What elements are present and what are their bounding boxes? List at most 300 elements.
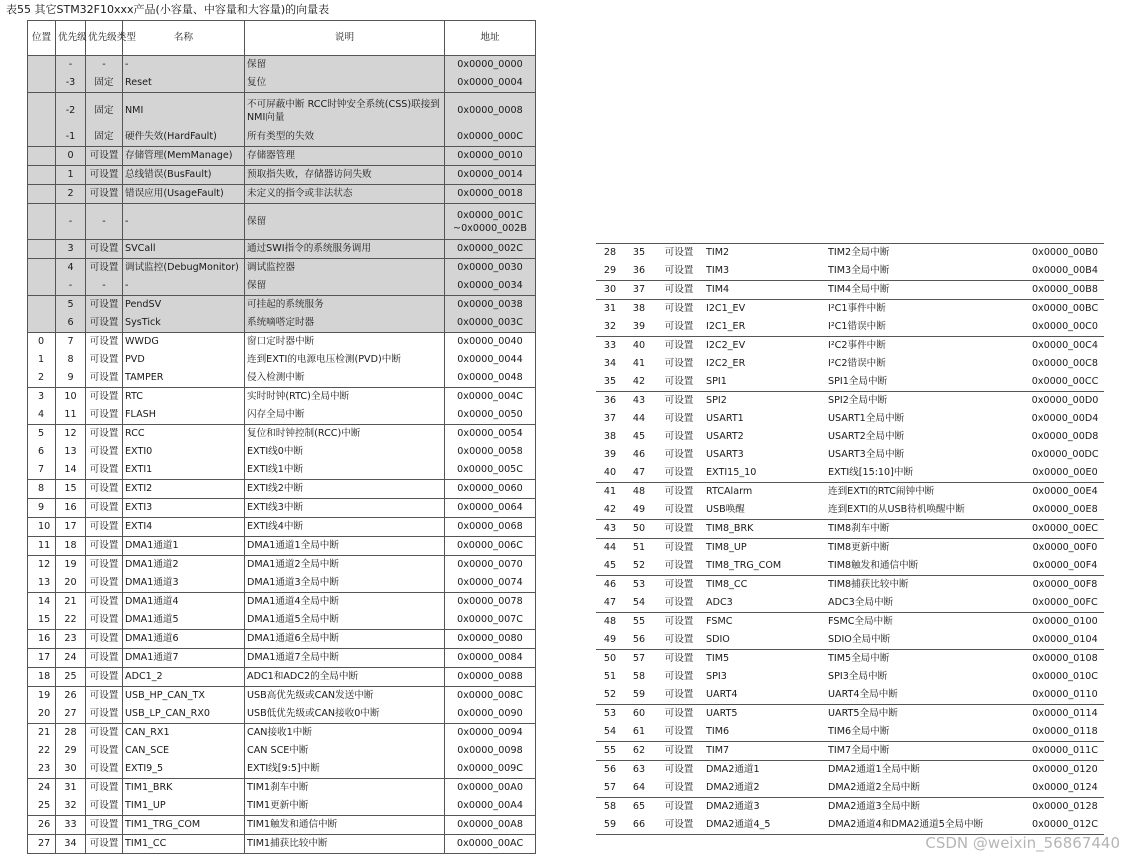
cell-address: 0x0000_0014: [445, 166, 536, 185]
cell-position: 40: [603, 467, 617, 478]
cell-address: 0x0000_00C8: [1031, 358, 1098, 369]
cell-name: I2C1_EV: [704, 300, 826, 319]
cell-position: 46: [596, 576, 624, 595]
cell-priority-type: 可设置: [86, 443, 123, 461]
cell-address: 0x0000_0124: [1032, 782, 1098, 793]
cell-position: 33: [596, 337, 624, 356]
table-row: [596, 373, 1104, 392]
cell-address: 0x0000_0090: [445, 705, 536, 724]
cell-name: DMA1通道6: [123, 630, 245, 649]
table-row: [28, 185, 536, 204]
cell-name: SPI3: [706, 671, 727, 682]
cell-position: [28, 296, 56, 315]
table-row: [596, 761, 1104, 780]
table-caption: 表55 其它STM32F10xxx产品(小容量、中容量和大容量)的向量表: [6, 3, 330, 16]
cell-position: 17: [28, 649, 56, 668]
cell-priority: -3: [56, 74, 86, 93]
cell-position: 28: [596, 244, 624, 263]
cell-address: 0x0000_0110: [1032, 689, 1098, 700]
cell-priority-type: 可设置: [664, 726, 694, 737]
cell-priority: 62: [624, 742, 654, 761]
table-row: [596, 281, 1104, 300]
cell-priority-type: 可设置: [654, 798, 704, 817]
cell-name: TIM2: [704, 244, 826, 263]
cell-address: 0x0000_005C: [445, 461, 536, 480]
cell-name: USB_HP_CAN_TX: [123, 687, 245, 706]
cell-priority: 33: [56, 816, 86, 835]
table-row: [596, 723, 1104, 742]
cell-name: EXTI15_10: [706, 467, 757, 478]
cell-description: DMA1通道6全局中断: [245, 630, 445, 649]
cell-description: 保留: [245, 204, 445, 240]
cell-description: TIM8刹车中断: [826, 520, 1026, 539]
cell-priority-type: 可设置: [654, 244, 704, 263]
cell-position: 49: [603, 634, 617, 645]
cell-priority: 54: [632, 597, 646, 608]
cell-priority: 37: [624, 281, 654, 300]
cell-priority-type: 可设置: [86, 296, 123, 315]
cell-priority-type: 可设置: [664, 504, 694, 515]
cell-name: TIM8_UP: [704, 539, 826, 558]
cell-position: 24: [28, 779, 56, 798]
cell-description: DMA1通道4全局中断: [245, 593, 445, 612]
table-row: [28, 369, 536, 388]
cell-priority-type: 可设置: [654, 613, 704, 632]
cell-description: DMA1通道1全局中断: [245, 537, 445, 556]
cell-priority-type: 可设置: [654, 761, 704, 780]
cell-priority: 14: [56, 461, 86, 480]
table-row: [596, 742, 1104, 761]
cell-description: FSMC全局中断: [826, 613, 1026, 632]
cell-priority: 46: [632, 449, 646, 460]
cell-priority-type: 可设置: [664, 782, 694, 793]
table-row: [28, 204, 536, 240]
table-row: [28, 556, 536, 575]
cell-description: USART2全局中断: [828, 431, 905, 442]
table-row: [596, 464, 1104, 483]
table-row: [596, 576, 1104, 595]
cell-name: Reset: [123, 74, 245, 93]
cell-priority: 50: [624, 520, 654, 539]
cell-name: -: [123, 56, 245, 75]
table-row: [596, 705, 1104, 724]
cell-address: 0x0000_00FC: [1032, 597, 1098, 608]
cell-name: DMA2通道1: [704, 761, 826, 780]
cell-address: 0x0000_0084: [445, 649, 536, 668]
table-row: [28, 93, 536, 129]
cell-address: 0x0000_0074: [445, 574, 536, 593]
cell-name: PendSV: [123, 296, 245, 315]
cell-priority: 51: [624, 539, 654, 558]
table-row: [28, 259, 536, 278]
cell-priority: 4: [56, 259, 86, 278]
cell-priority: 16: [56, 499, 86, 518]
cell-position: 29: [603, 265, 617, 276]
cell-position: 13: [28, 574, 56, 593]
cell-priority: 17: [56, 518, 86, 537]
cell-priority: 56: [632, 634, 646, 645]
cell-priority: 26: [56, 687, 86, 706]
cell-name: EXTI9_5: [123, 760, 245, 779]
table-row: [596, 318, 1104, 337]
cell-position: 52: [603, 689, 617, 700]
cell-name: SPI2: [704, 392, 826, 411]
cell-position: 56: [596, 761, 624, 780]
cell-position: 55: [596, 742, 624, 761]
cell-position: 51: [603, 671, 617, 682]
cell-priority-type: 可设置: [86, 240, 123, 259]
cell-name: TIM1_CC: [123, 835, 245, 854]
cell-priority-type: 可设置: [86, 649, 123, 668]
table-row: [596, 446, 1104, 464]
header-priority: 优先级: [56, 21, 86, 56]
table-row: [28, 74, 536, 93]
cell-description: ADC1和ADC2的全局中断: [245, 668, 445, 687]
cell-priority: 41: [632, 358, 646, 369]
cell-position: 43: [596, 520, 624, 539]
cell-position: [28, 56, 56, 75]
table-row: [596, 410, 1104, 428]
cell-description: TIM8更新中断: [826, 539, 1026, 558]
cell-position: 20: [28, 705, 56, 724]
cell-description: TIM7全局中断: [826, 742, 1026, 761]
cell-name: ADC1_2: [123, 668, 245, 687]
table-row: [596, 557, 1104, 576]
cell-description: DMA1通道2全局中断: [245, 556, 445, 575]
cell-address: 0x0000_00BC: [1026, 300, 1104, 319]
cell-position: 0: [28, 333, 56, 352]
cell-position: 12: [28, 556, 56, 575]
cell-description: 侵入检测中断: [245, 369, 445, 388]
cell-priority: 55: [624, 613, 654, 632]
cell-description: EXTI线[9:5]中断: [245, 760, 445, 779]
cell-name: EXTI4: [123, 518, 245, 537]
vector-table-right: [596, 243, 1104, 835]
cell-position: 4: [28, 406, 56, 425]
cell-priority: 1: [56, 166, 86, 185]
cell-position: 26: [28, 816, 56, 835]
cell-priority-type: 可设置: [86, 668, 123, 687]
cell-description: 闪存全局中断: [245, 406, 445, 425]
cell-priority-type: 固定: [86, 93, 123, 129]
table-row: [28, 649, 536, 668]
cell-name: RTCAlarm: [704, 483, 826, 502]
table-row: [28, 537, 536, 556]
cell-position: 57: [603, 782, 617, 793]
cell-priority-type: 可设置: [86, 835, 123, 854]
cell-priority-type: 可设置: [654, 392, 704, 411]
cell-priority: 13: [56, 443, 86, 461]
table-row: [28, 593, 536, 612]
table-row: [596, 428, 1104, 446]
cell-address: 0x0000_00DC: [1031, 449, 1099, 460]
table-row: [596, 686, 1104, 705]
cell-priority-type: 可设置: [654, 520, 704, 539]
table-row: [28, 779, 536, 798]
table-row: [596, 613, 1104, 632]
cell-address: 0x0000_0080: [445, 630, 536, 649]
table-row: [28, 797, 536, 816]
cell-description: 保留: [245, 277, 445, 296]
cell-priority: 27: [56, 705, 86, 724]
cell-name: 调试监控(DebugMonitor): [123, 259, 245, 278]
cell-priority: 40: [624, 337, 654, 356]
cell-address: 0x0000_0104: [1032, 634, 1098, 645]
cell-name: TIM5: [704, 650, 826, 669]
table-row: [596, 300, 1104, 319]
cell-priority-type: 可设置: [664, 689, 694, 700]
cell-priority: 9: [56, 369, 86, 388]
cell-address: 0x0000_00E0: [1032, 467, 1098, 478]
cell-name: 错误应用(UsageFault): [123, 185, 245, 204]
cell-description: UART4全局中断: [828, 689, 898, 700]
cell-description: 复位和时钟控制(RCC)中断: [245, 425, 445, 444]
cell-name: I2C2_ER: [706, 358, 746, 369]
cell-position: 42: [603, 504, 617, 515]
cell-position: 10: [28, 518, 56, 537]
header-address: 地址: [445, 21, 536, 56]
cell-position: 19: [28, 687, 56, 706]
cell-position: [28, 128, 56, 147]
cell-position: 48: [596, 613, 624, 632]
cell-name: SPI1: [706, 376, 727, 387]
cell-description: I²C1错误中断: [828, 321, 886, 332]
cell-description: DMA2通道3全局中断: [826, 798, 1026, 817]
cell-priority: 23: [56, 630, 86, 649]
cell-description: 连到EXTI的电源电压检测(PVD)中断: [245, 351, 445, 369]
cell-position: 2: [28, 369, 56, 388]
cell-name: UART4: [706, 689, 738, 700]
cell-priority-type: 可设置: [664, 467, 694, 478]
cell-address: 0x0000_0038: [445, 296, 536, 315]
cell-priority: 10: [56, 388, 86, 407]
table-row: [596, 262, 1104, 281]
table-row: [28, 128, 536, 147]
cell-priority-type: 可设置: [664, 671, 694, 682]
cell-position: [28, 185, 56, 204]
cell-address: 0x0000_0114: [1026, 705, 1104, 724]
cell-priority-type: -: [86, 277, 123, 296]
cell-priority: 44: [632, 413, 646, 424]
cell-priority: 43: [624, 392, 654, 411]
cell-name: EXTI1: [123, 461, 245, 480]
table-row: [28, 277, 536, 296]
cell-name: USART1: [706, 413, 744, 424]
cell-description: SPI1全局中断: [828, 376, 888, 387]
cell-priority-type: 可设置: [664, 560, 694, 571]
table-row: [596, 501, 1104, 520]
cell-priority: 47: [632, 467, 646, 478]
cell-priority: 36: [632, 265, 646, 276]
cell-name: TIM4: [704, 281, 826, 300]
cell-priority-type: 可设置: [664, 265, 694, 276]
table-row: [28, 314, 536, 333]
cell-description: DMA2通道4和DMA2通道5全局中断: [826, 816, 1026, 835]
cell-position: 35: [603, 376, 617, 387]
cell-name: SVCall: [123, 240, 245, 259]
cell-address: 0x0000_0008: [445, 93, 536, 129]
cell-address: 0x0000_00D8: [1031, 431, 1099, 442]
cell-priority: -: [56, 277, 86, 296]
cell-position: [28, 204, 56, 240]
cell-position: 16: [28, 630, 56, 649]
table-row: [596, 816, 1104, 835]
cell-priority-type: 可设置: [664, 413, 694, 424]
table-row: [28, 668, 536, 687]
cell-description: 调试监控器: [245, 259, 445, 278]
cell-address: 0x0000_001C ~0x0000_002B: [445, 204, 536, 240]
table-row: [28, 630, 536, 649]
table-row: [28, 147, 536, 166]
cell-position: [28, 240, 56, 259]
cell-address: 0x0000_00E8: [1032, 504, 1098, 515]
cell-address: 0x0000_0040: [445, 333, 536, 352]
cell-position: 27: [28, 835, 56, 854]
cell-address: 0x0000_009C: [445, 760, 536, 779]
cell-priority: 22: [56, 611, 86, 630]
cell-position: 34: [603, 358, 617, 369]
cell-name: -: [123, 277, 245, 296]
cell-address: 0x0000_00B8: [1026, 281, 1104, 300]
cell-position: [28, 93, 56, 129]
cell-priority-type: 可设置: [86, 724, 123, 743]
cell-name: TIM8_CC: [704, 576, 826, 595]
cell-name: SDIO: [706, 634, 730, 645]
cell-name: DMA1通道1: [123, 537, 245, 556]
cell-position: 22: [28, 742, 56, 760]
cell-address: 0x0000_00C4: [1026, 337, 1104, 356]
cell-position: 59: [596, 816, 624, 835]
cell-address: 0x0000_0010: [445, 147, 536, 166]
cell-priority-type: 可设置: [664, 358, 694, 369]
cell-name: TIM1_BRK: [123, 779, 245, 798]
cell-priority: 64: [632, 782, 646, 793]
cell-priority-type: -: [86, 204, 123, 240]
header-name: 名称: [123, 21, 245, 56]
cell-position: [28, 314, 56, 333]
cell-position: 41: [596, 483, 624, 502]
cell-position: [28, 259, 56, 278]
cell-priority-type: 可设置: [86, 333, 123, 352]
cell-priority: 45: [632, 431, 646, 442]
cell-priority-type: 可设置: [664, 634, 694, 645]
cell-priority: 19: [56, 556, 86, 575]
cell-description: EXTI线4中断: [245, 518, 445, 537]
cell-priority: 3: [56, 240, 86, 259]
cell-priority-type: 固定: [86, 74, 123, 93]
cell-description: TIM2全局中断: [826, 244, 1026, 263]
cell-position: 50: [596, 650, 624, 669]
cell-priority-type: 可设置: [654, 576, 704, 595]
table-row: [28, 166, 536, 185]
cell-address: 0x0000_0034: [445, 277, 536, 296]
cell-priority: 63: [624, 761, 654, 780]
cell-position: 44: [596, 539, 624, 558]
cell-priority-type: 可设置: [86, 499, 123, 518]
cell-address: 0x0000_0118: [1032, 726, 1098, 737]
table-row: [28, 518, 536, 537]
cell-description: 存储器管理: [245, 147, 445, 166]
table-row: [596, 594, 1104, 613]
cell-name: 总线错误(BusFault): [123, 166, 245, 185]
cell-description: USART1全局中断: [828, 413, 905, 424]
table-row: [28, 480, 536, 499]
cell-position: 1: [28, 351, 56, 369]
cell-priority-type: 可设置: [664, 376, 694, 387]
cell-name: -: [123, 204, 245, 240]
cell-description: SDIO全局中断: [828, 634, 891, 645]
cell-priority: 20: [56, 574, 86, 593]
cell-name: 硬件失效(HardFault): [123, 128, 245, 147]
table-row: [28, 816, 536, 835]
table-row: [596, 244, 1104, 263]
cell-position: 8: [28, 480, 56, 499]
cell-priority-type: 可设置: [86, 461, 123, 480]
table-row: [28, 333, 536, 352]
cell-priority: 61: [632, 726, 646, 737]
cell-priority: 2: [56, 185, 86, 204]
cell-priority-type: 固定: [86, 128, 123, 147]
cell-priority: 59: [632, 689, 646, 700]
cell-description: DMA2通道1全局中断: [826, 761, 1026, 780]
cell-priority-type: 可设置: [664, 597, 694, 608]
cell-description: 预取指失败，存储器访问失败: [245, 166, 445, 185]
cell-address: 0x0000_00B0: [1026, 244, 1104, 263]
cell-priority-type: 可设置: [664, 449, 694, 460]
table-row: [596, 631, 1104, 650]
cell-position: 37: [603, 413, 617, 424]
cell-priority-type: 可设置: [654, 300, 704, 319]
cell-priority: -2: [56, 93, 86, 129]
cell-address: 0x0000_00D0: [1026, 392, 1104, 411]
cell-address: 0x0000_004C: [445, 388, 536, 407]
cell-name: DMA2通道2: [706, 782, 760, 793]
cell-priority: 38: [624, 300, 654, 319]
cell-priority: 11: [56, 406, 86, 425]
cell-name: USART2: [706, 431, 744, 442]
cell-name: TIM3: [706, 265, 730, 276]
cell-position: [28, 74, 56, 93]
cell-position: 18: [28, 668, 56, 687]
cell-position: 36: [596, 392, 624, 411]
cell-priority: 34: [56, 835, 86, 854]
cell-priority: 48: [624, 483, 654, 502]
cell-address: 0x0000_0100: [1026, 613, 1104, 632]
cell-address: 0x0000_003C: [445, 314, 536, 333]
cell-description: DMA2通道2全局中断: [828, 782, 920, 793]
cell-name: 存储管理(MemManage): [123, 147, 245, 166]
cell-priority-type: 可设置: [86, 388, 123, 407]
table-row: [28, 574, 536, 593]
cell-priority-type: 可设置: [86, 147, 123, 166]
cell-description: 系统嘀嗒定时器: [245, 314, 445, 333]
cell-address: 0x0000_0004: [445, 74, 536, 93]
cell-address: 0x0000_010C: [1031, 671, 1098, 682]
table-row: [28, 443, 536, 461]
cell-position: 21: [28, 724, 56, 743]
cell-address: 0x0000_0048: [445, 369, 536, 388]
cell-name: UART5: [704, 705, 826, 724]
cell-description: TIM8触发和通信中断: [828, 560, 919, 571]
cell-position: 11: [28, 537, 56, 556]
cell-address: 0x0000_006C: [445, 537, 536, 556]
cell-priority: 6: [56, 314, 86, 333]
cell-address: 0x0000_00F4: [1032, 560, 1098, 571]
cell-priority: 24: [56, 649, 86, 668]
cell-name: RTC: [123, 388, 245, 407]
table-row: [28, 56, 536, 75]
table-row: [596, 668, 1104, 686]
